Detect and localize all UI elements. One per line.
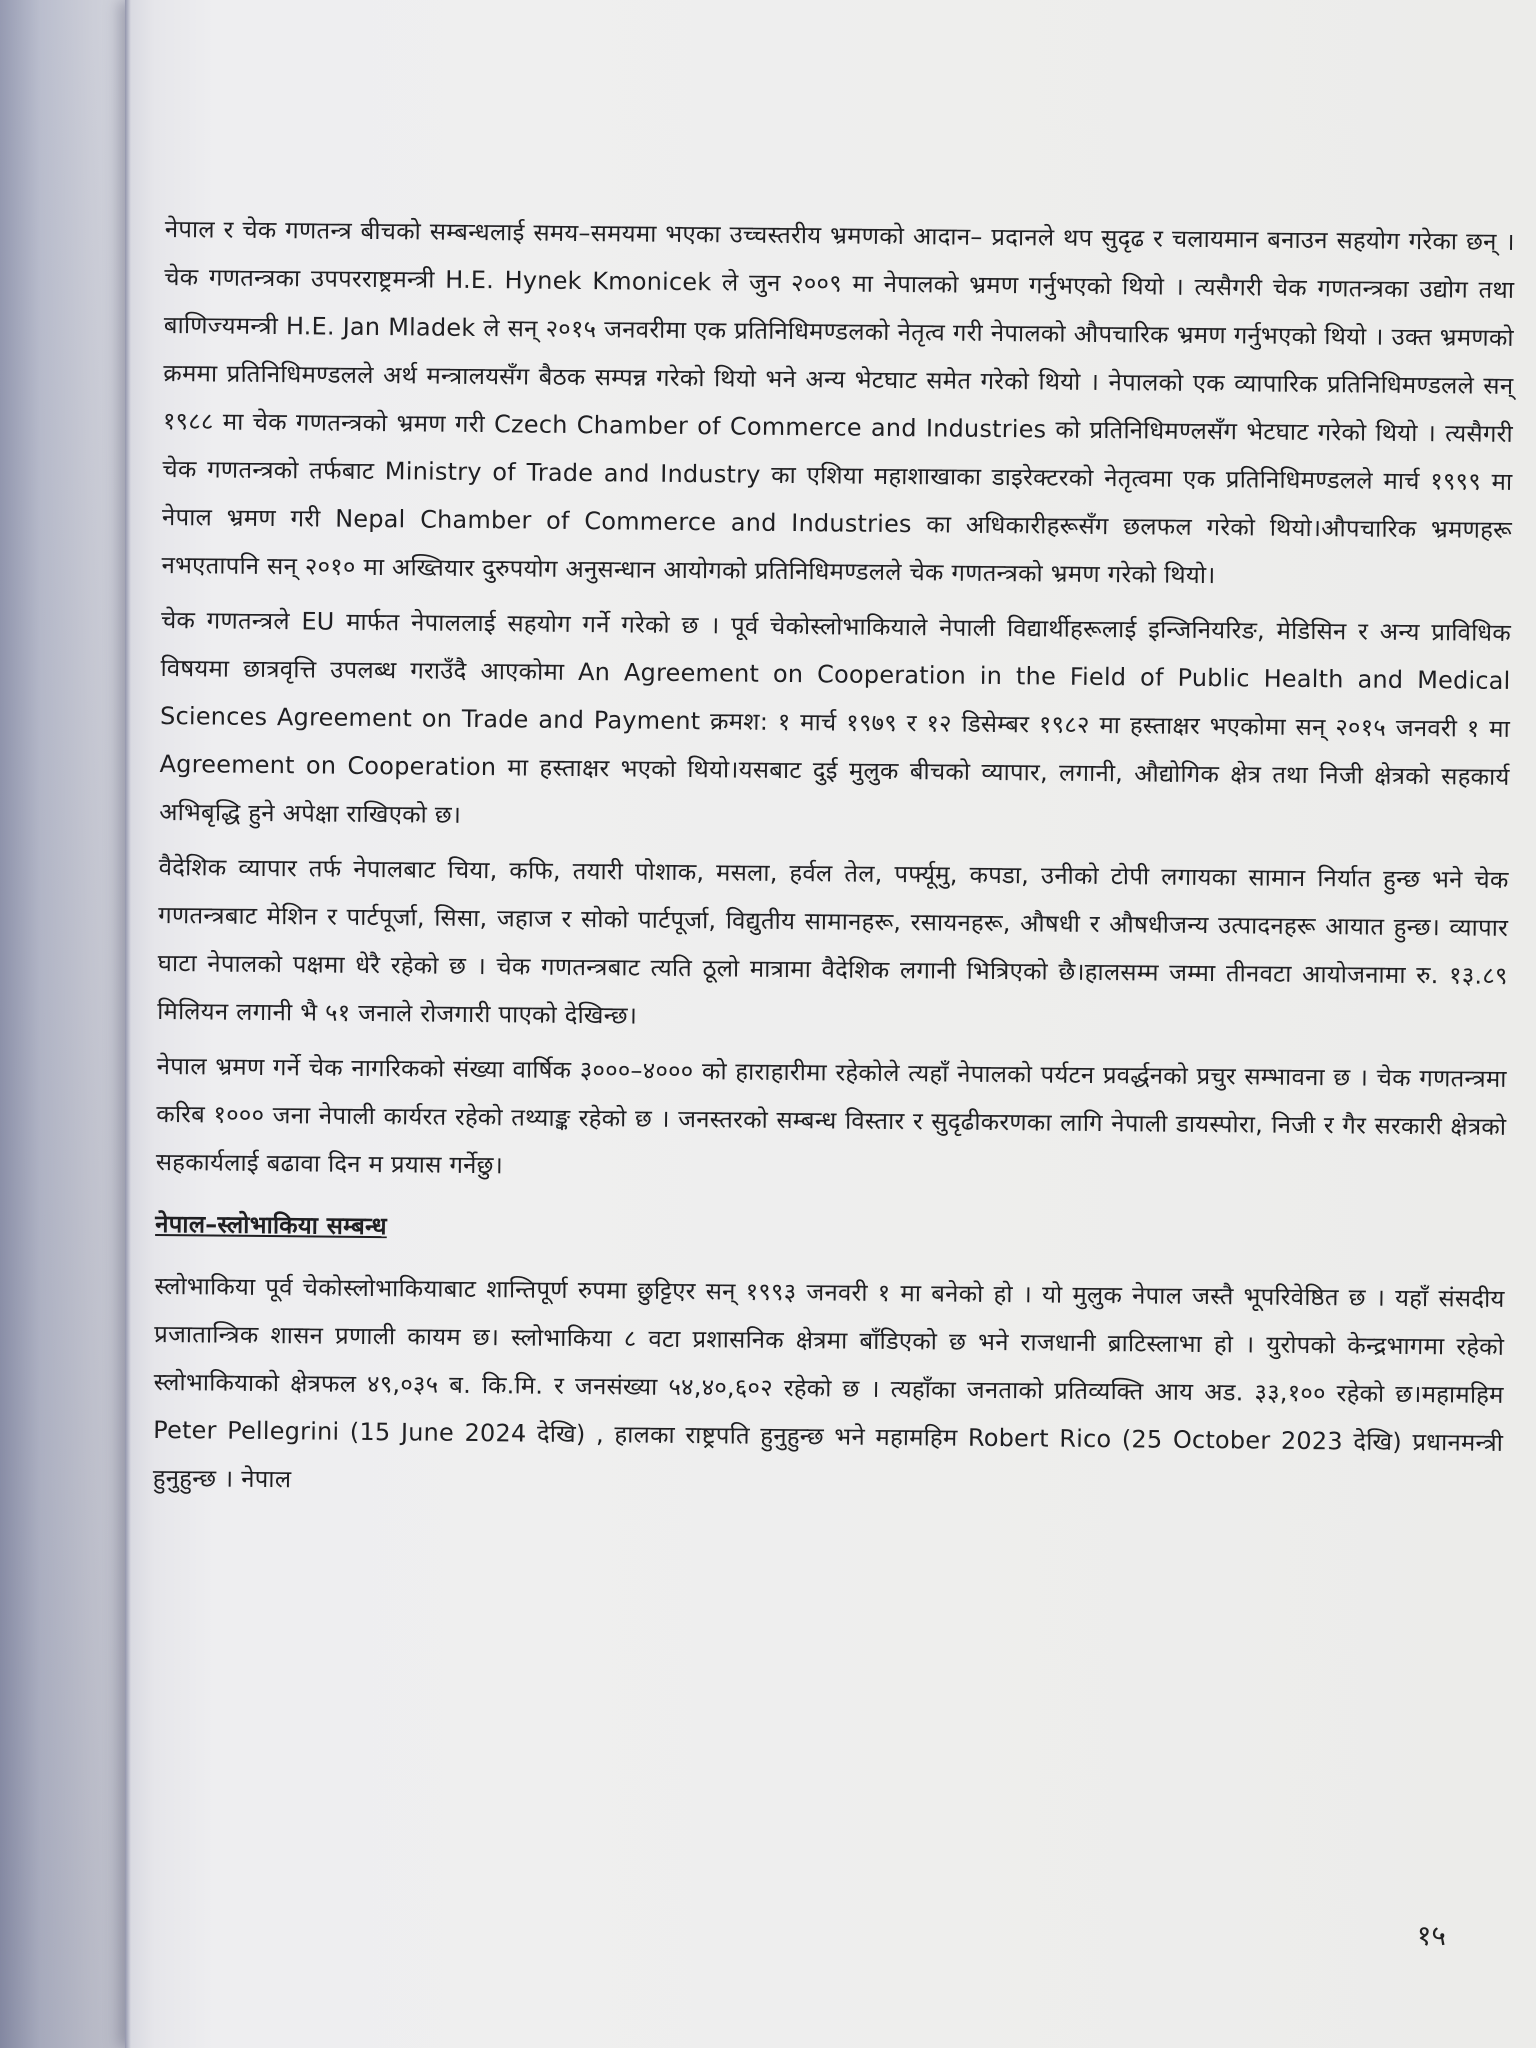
page-number: १५ <box>1416 1919 1446 1952</box>
paragraph-czech-tourism: नेपाल भ्रमण गर्ने चेक नागरिकको संख्या वार्षिक ३०००–४००० को हाराहारीमा रहेकोले त्यहाँ नेपालको पर्यटन प्रवर्द्धनको प्रचुर सम्भावना छ । चेक गणतन्त्रमा करिब १००० जना नेपाली कार्यरत रहेको तथ्याङ्क रहेको छ । जनस्तरको सम्बन्ध विस्तार र सुदृढीकरणका लागि नेपाली डायस्पोरा, निजी र गैर सरकारी क्षेत्रको सहकार्यलाई बढावा दिन म प्रयास गर्नेछु। <box>155 1051 1507 1180</box>
paragraph-czech-cooperation: चेक गणतन्त्रले EU मार्फत नेपाललाई सहयोग गर्ने गरेको छ । पूर्व चेकोस्लोभाकियाले नेपाली विद्यार्थीहरूलाई इन्जिनियरिङ, मेडिसिन र अन्य प्राविधिक विषयमा छात्रवृत्ति उपलब्ध गराउँदै आएकोमा An Agreement on Cooperation in the Field of Public Health and Medical Sciences Agreement on Trade and Payment क्रमश: १ मार्च १९७९ र १२ डिसेम्बर १९८२ मा हस्ताक्षर भएकोमा सन् २०१५ जनवरी १ मा Agreement on Cooperation मा हस्ताक्षर भएको थियो।यसबाट दुई मुलुक बीचको व्यापार, लगानी, औद्योगिक क्षेत्र तथा निजी क्षेत्रको सहकार्य अभिबृद्धि हुने अपेक्षा राखिएको छ। <box>159 605 1512 829</box>
paragraph-czech-visits: नेपाल र चेक गणतन्त्र बीचको सम्बन्धलाई समय–समयमा भएका उच्चस्तरीय भ्रमणको आदान– प्रदानले थप सुदृढ र चलायमान बनाउन सहयोग गरेका छन् । चेक गणतन्त्रका उपपरराष्ट्रमन्त्री H.E. Hynek Kmonicek ले जुन २००९ मा नेपालको भ्रमण गर्नुभएको थियो । त्यसैगरी चेक गणतन्त्रका उद्योग तथा बाणिज्यमन्त्री H.E. Jan Mladek ले सन् २०१५ जनवरीमा एक प्रतिनिधिमण्डलको नेतृत्व गरी नेपालको औपचारिक भ्रमण गर्नुभएको थियो । उक्त भ्रमणको क्रममा प्रतिनिधिमण्डलले अर्थ मन्त्रालयसँग बैठक सम्पन्न गरेको थियो भने अन्य भेटघाट समेत गरेको थियो । नेपालको एक व्यापारिक प्रतिनिधिमण्डलले सन् १९८८ मा चेक गणतन्त्रको भ्रमण गरी Czech Chamber of Commerce and Industries को प्रतिनिधिमण्लसँग भेटघाट गरेको थियो । त्यसैगरी चेक गणतन्त्रको तर्फबाट Ministry of Trade and Industry का एशिया महाशाखाका डाइरेक्टरको नेतृत्वमा एक प्रतिनिधिमण्डलले मार्च १९९९ मा नेपाल भ्रमण गरी Nepal Chamber of Commerce and Industries का अधिकारीहरूसँग छलफल गरेको थियो।औपचारिक भ्रमणहरू नभएतापनि सन् २०१० मा अख्तियार दुरुपयोग अनुसन्धान आयोगको प्रतिनिधिमण्डलले चेक गणतन्त्रको भ्रमण गरेको थियो। <box>161 214 1515 590</box>
paragraph-slovakia: स्लोभाकिया पूर्व चेकोस्लोभाकियाबाट शान्तिपूर्ण रुपमा छुट्टिएर सन् १९९३ जनवरी १ मा बनेको हो । यो मुलुक नेपाल जस्तै भूपरिवेष्ठित छ । यहाँ संसदीय प्रजातान्त्रिक शासन प्रणाली कायम छ। स्लोभाकिया ८ वटा प्रशासनिक क्षेत्रमा बाँडिएको छ भने राजधानी ब्राटिस्लाभा हो । युरोपको केन्द्रभागमा रहेको स्लोभाकियाको क्षेत्रफल ४९,०३५ ब. कि.मि. र जनसंख्या ५४,४०,६०२ रहेको छ । त्यहाँका जनताको प्रतिव्यक्ति आय अड. ३३,१०० रहेको छ।महामहिम Peter Pellegrini (15 June 2024 देखि) , हालका राष्ट्रपति हुनुहुन्छ भने महामहिम Robert Rico (25 October 2023 देखि) प्रधानमन्त्री हुनुहुन्छ । नेपाल <box>152 1271 1505 1494</box>
document-page <box>125 0 1536 2048</box>
left-page-edge <box>0 0 125 2048</box>
page-body <box>152 205 1514 1522</box>
paragraph-czech-trade: वैदेशिक व्यापार तर्फ नेपालबाट चिया, कफि, तयारी पोशाक, मसला, हर्वल तेल, पर्फ्यूमु, कपडा, उनीको टोपी लगायका सामान निर्यात हुन्छ भने चेक गणतन्त्रबाट मेशिन र पार्टपूर्जा, सिसा, जहाज र सोको पार्टपूर्जा, विद्युतीय सामानहरू, रसायनहरू, औषधी र औषधीजन्य उत्पादनहरू आयात हुन्छ। व्यापार घाटा नेपालको पक्षमा धेरै रहेको छ । चेक गणतन्त्रबाट त्यति ठूलो मात्रामा वैदेशिक लगानी भित्रिएको छै।हालसम्म जम्मा तीनवटा आयोजनामा रु. १३.८९ मिलियन लगानी भै ५१ जनाले रोजगारी पाएको देखिन्छ। <box>157 852 1509 1030</box>
page-spine-shadow <box>125 0 131 2048</box>
section-heading-slovakia: नेपाल–स्लोभाकिया सम्बन्ध <box>155 1209 387 1241</box>
